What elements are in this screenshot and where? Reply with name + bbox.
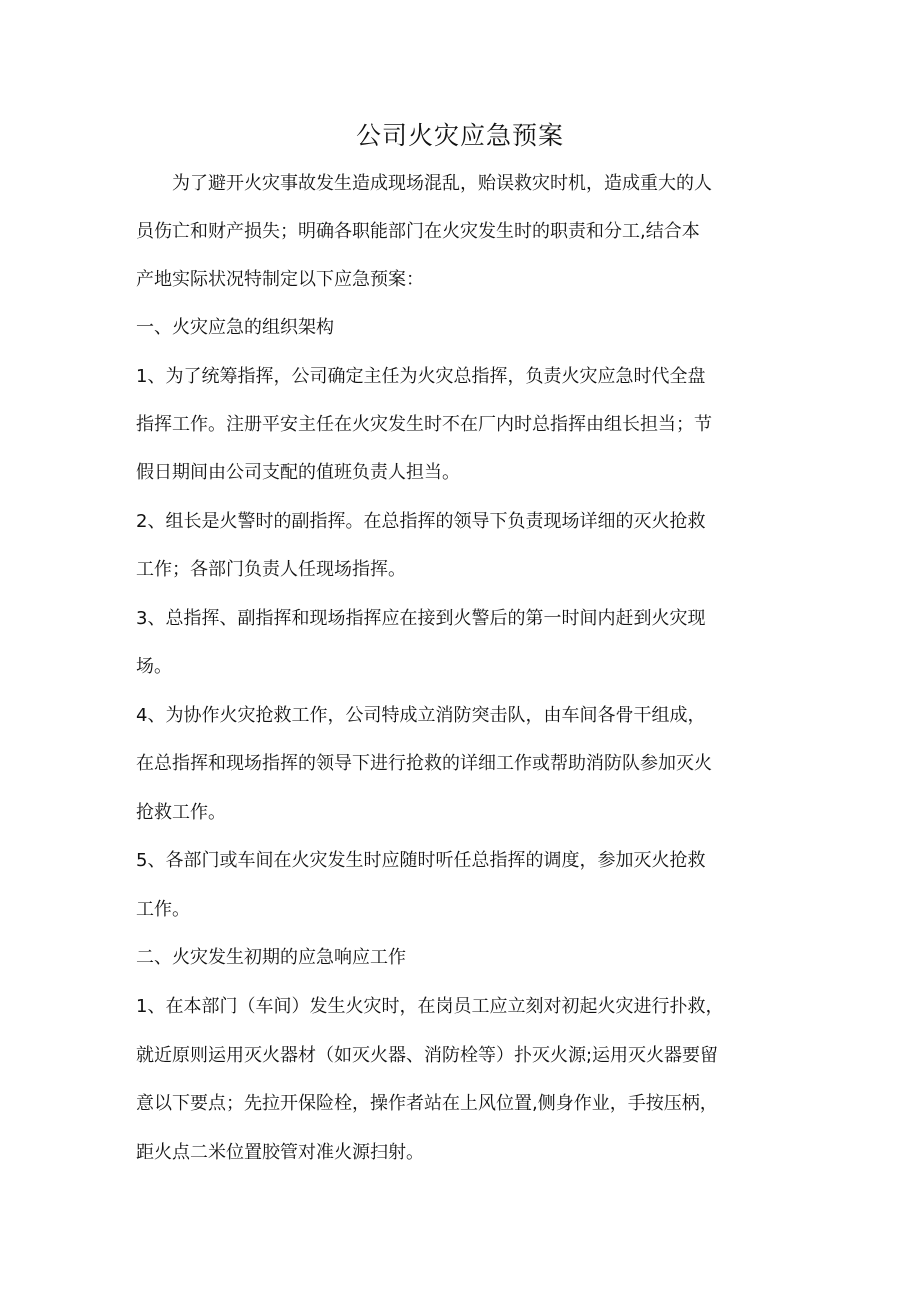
paragraph-line: 1、为了统筹指挥，公司确定主任为火灾总指挥，负责火灾应急时代全盘 <box>136 366 706 387</box>
paragraph-line: 指挥工作。注册平安主任在火灾发生时不在厂内时总指挥由组长担当；节 <box>136 414 712 435</box>
paragraph-line: 工作；各部门负责人任现场指挥。 <box>136 559 406 580</box>
section-heading: 一、火灾应急的组织架构 <box>136 317 334 338</box>
paragraph-line: 员伤亡和财产损失；明确各职能部门在火灾发生时的职责和分工,结合本 <box>136 221 700 242</box>
document-title: 公司火灾应急预案 <box>355 121 564 150</box>
paragraph-line: 距火点二米位置胶管对准火源扫射。 <box>136 1142 424 1163</box>
section-heading: 二、火灾发生初期的应急响应工作 <box>136 947 406 968</box>
paragraph-line: 意以下要点；先拉开保险栓，操作者站在上风位置,侧身作业，手按压柄， <box>136 1093 718 1114</box>
paragraph-line: 2、组长是火警时的副指挥。在总指挥的领导下负责现场详细的灭火抢救 <box>136 511 706 532</box>
paragraph-line: 假日期间由公司支配的值班负责人担当。 <box>136 462 460 483</box>
paragraph-line: 3、总指挥、副指挥和现场指挥应在接到火警后的第一时间内赶到火灾现 <box>136 608 706 629</box>
paragraph-line: 抢救工作。 <box>136 802 226 823</box>
paragraph-line: 就近原则运用灭火器材（如灭火器、消防栓等）扑灭火源;运用灭火器要留 <box>136 1045 719 1066</box>
paragraph-line: 场。 <box>136 656 172 677</box>
paragraph-line: 在总指挥和现场指挥的领导下进行抢救的详细工作或帮助消防队参加灭火 <box>136 753 712 774</box>
paragraph-line: 产地实际状况特制定以下应急预案： <box>136 269 424 290</box>
paragraph-line: 为了避开火灾事故发生造成现场混乱，贻误救灾时机，造成重大的人 <box>172 173 712 194</box>
paragraph-line: 5、各部门或车间在火灾发生时应随时听任总指挥的调度，参加灭火抢救 <box>136 850 706 871</box>
paragraph-line: 1、在本部门（车间）发生火灾时，在岗员工应立刻对初起火灾进行扑救， <box>136 996 724 1017</box>
paragraph-line: 4、为协作火灾抢救工作，公司特成立消防突击队，由车间各骨干组成， <box>136 705 706 726</box>
paragraph-line: 工作。 <box>136 899 190 920</box>
